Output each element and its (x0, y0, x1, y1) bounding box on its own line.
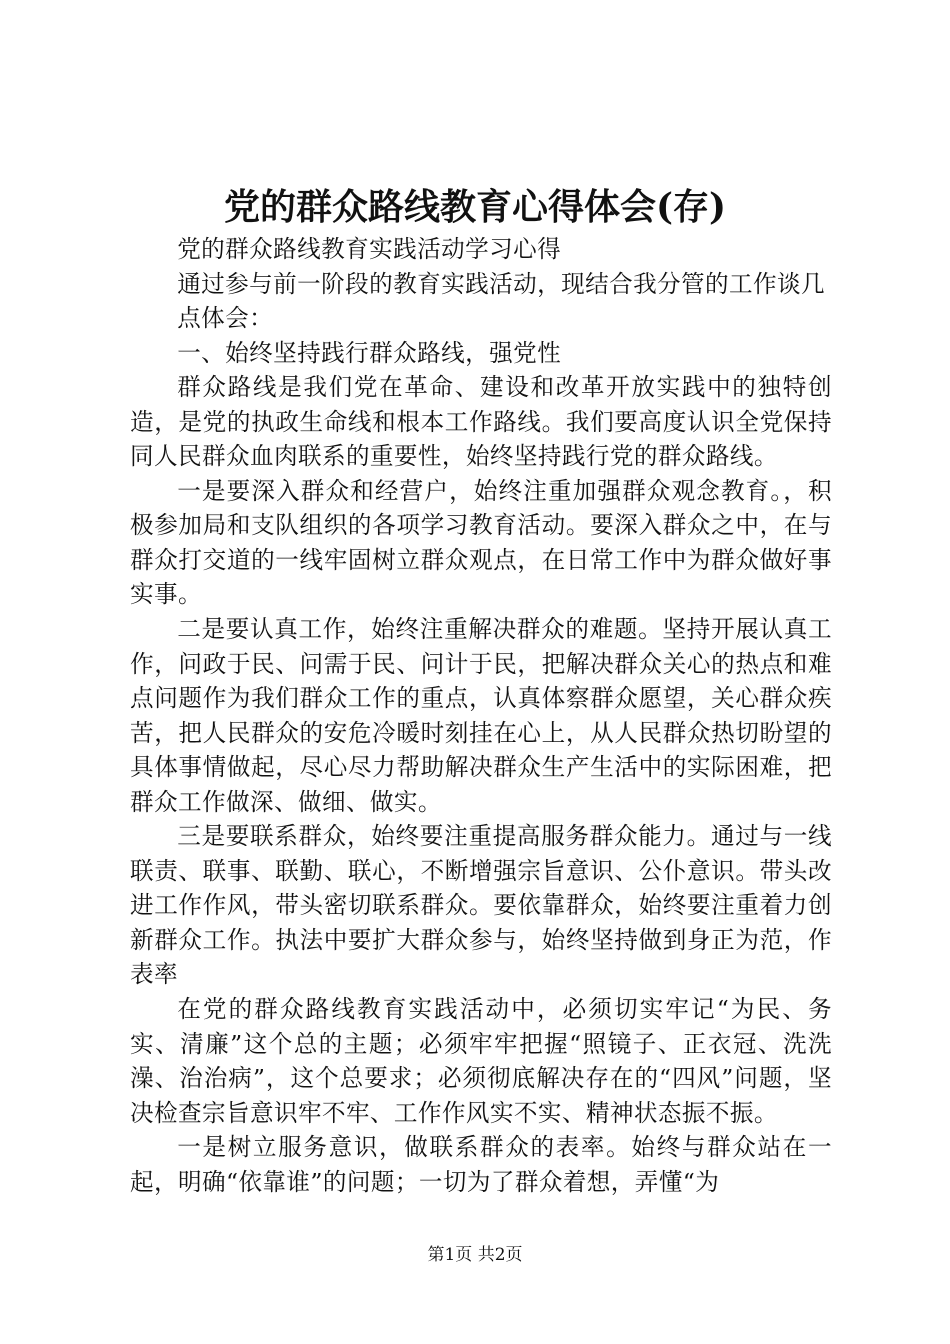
paragraph: 一是树立服务意识，做联系群众的表率。始终与群众站在一起，明确“依靠谁”的问题；一切为了群众着想，弄懂“为 (130, 1133, 832, 1196)
paragraph: 群众路线是我们党在革命、建设和改革开放实践中的独特创造，是党的执政生命线和根本工作路线。我们要高度认识全党保持同人民群众血肉联系的重要性，始终坚持践行党的群众路线。 (130, 373, 832, 471)
paragraph: 二是要认真工作，始终注重解决群众的难题。坚持开展认真工作，问政于民、问需于民、问计于民，把解决群众关心的热点和难点问题作为我们群众工作的重点，认真体察群众愿望，关心群众疾苦，把人民群众的安危冷暖时刻挂在心上，从人民群众热切盼望的具体事情做起，尽心尽力帮助解决群众生产生活中的实际困难，把群众工作做深、做细、做实。 (130, 615, 832, 816)
page-number-footer: 第1页 共2页 (427, 1245, 523, 1265)
paragraph: 点体会： (177, 304, 274, 333)
document-title: 党的群众路线教育心得体会(存) (223, 186, 727, 228)
paragraph: 通过参与前一阶段的教育实践活动，现结合我分管的工作谈几 (177, 269, 826, 298)
paragraph: 在党的群众路线教育实践活动中，必须切实牢记“为民、务实、清廉”这个总的主题；必须牢牢把握“照镜子、正衣冠、洗洗澡、治治病”，这个总要求；必须彻底解决存在的“四风”问题，坚决检查宗旨意识牢不牢、工作作风实不实、精神状态振不振。 (130, 995, 832, 1127)
section-heading: 一、始终坚持践行群众路线，强党性 (177, 338, 562, 367)
document-body (130, 232, 832, 1199)
paragraph: 一是要深入群众和经营户，始终注重加强群众观念教育。，积极参加局和支队组织的各项学习教育活动。要深入群众之中，在与群众打交道的一线牢固树立群众观点，在日常工作中为群众做好事实事。 (130, 476, 832, 609)
paragraph: 党的群众路线教育实践活动学习心得 (177, 235, 562, 263)
paragraph: 三是要联系群众，始终要注重提高服务群众能力。通过与一线联责、联事、联勤、联心，不断增强宗旨意识、公仆意识。带头改进工作作风，带头密切联系群众。要依靠群众，始终要注重着力创新群众工作。执法中要扩大群众参与，始终坚持做到身正为范，作表率 (130, 822, 832, 989)
